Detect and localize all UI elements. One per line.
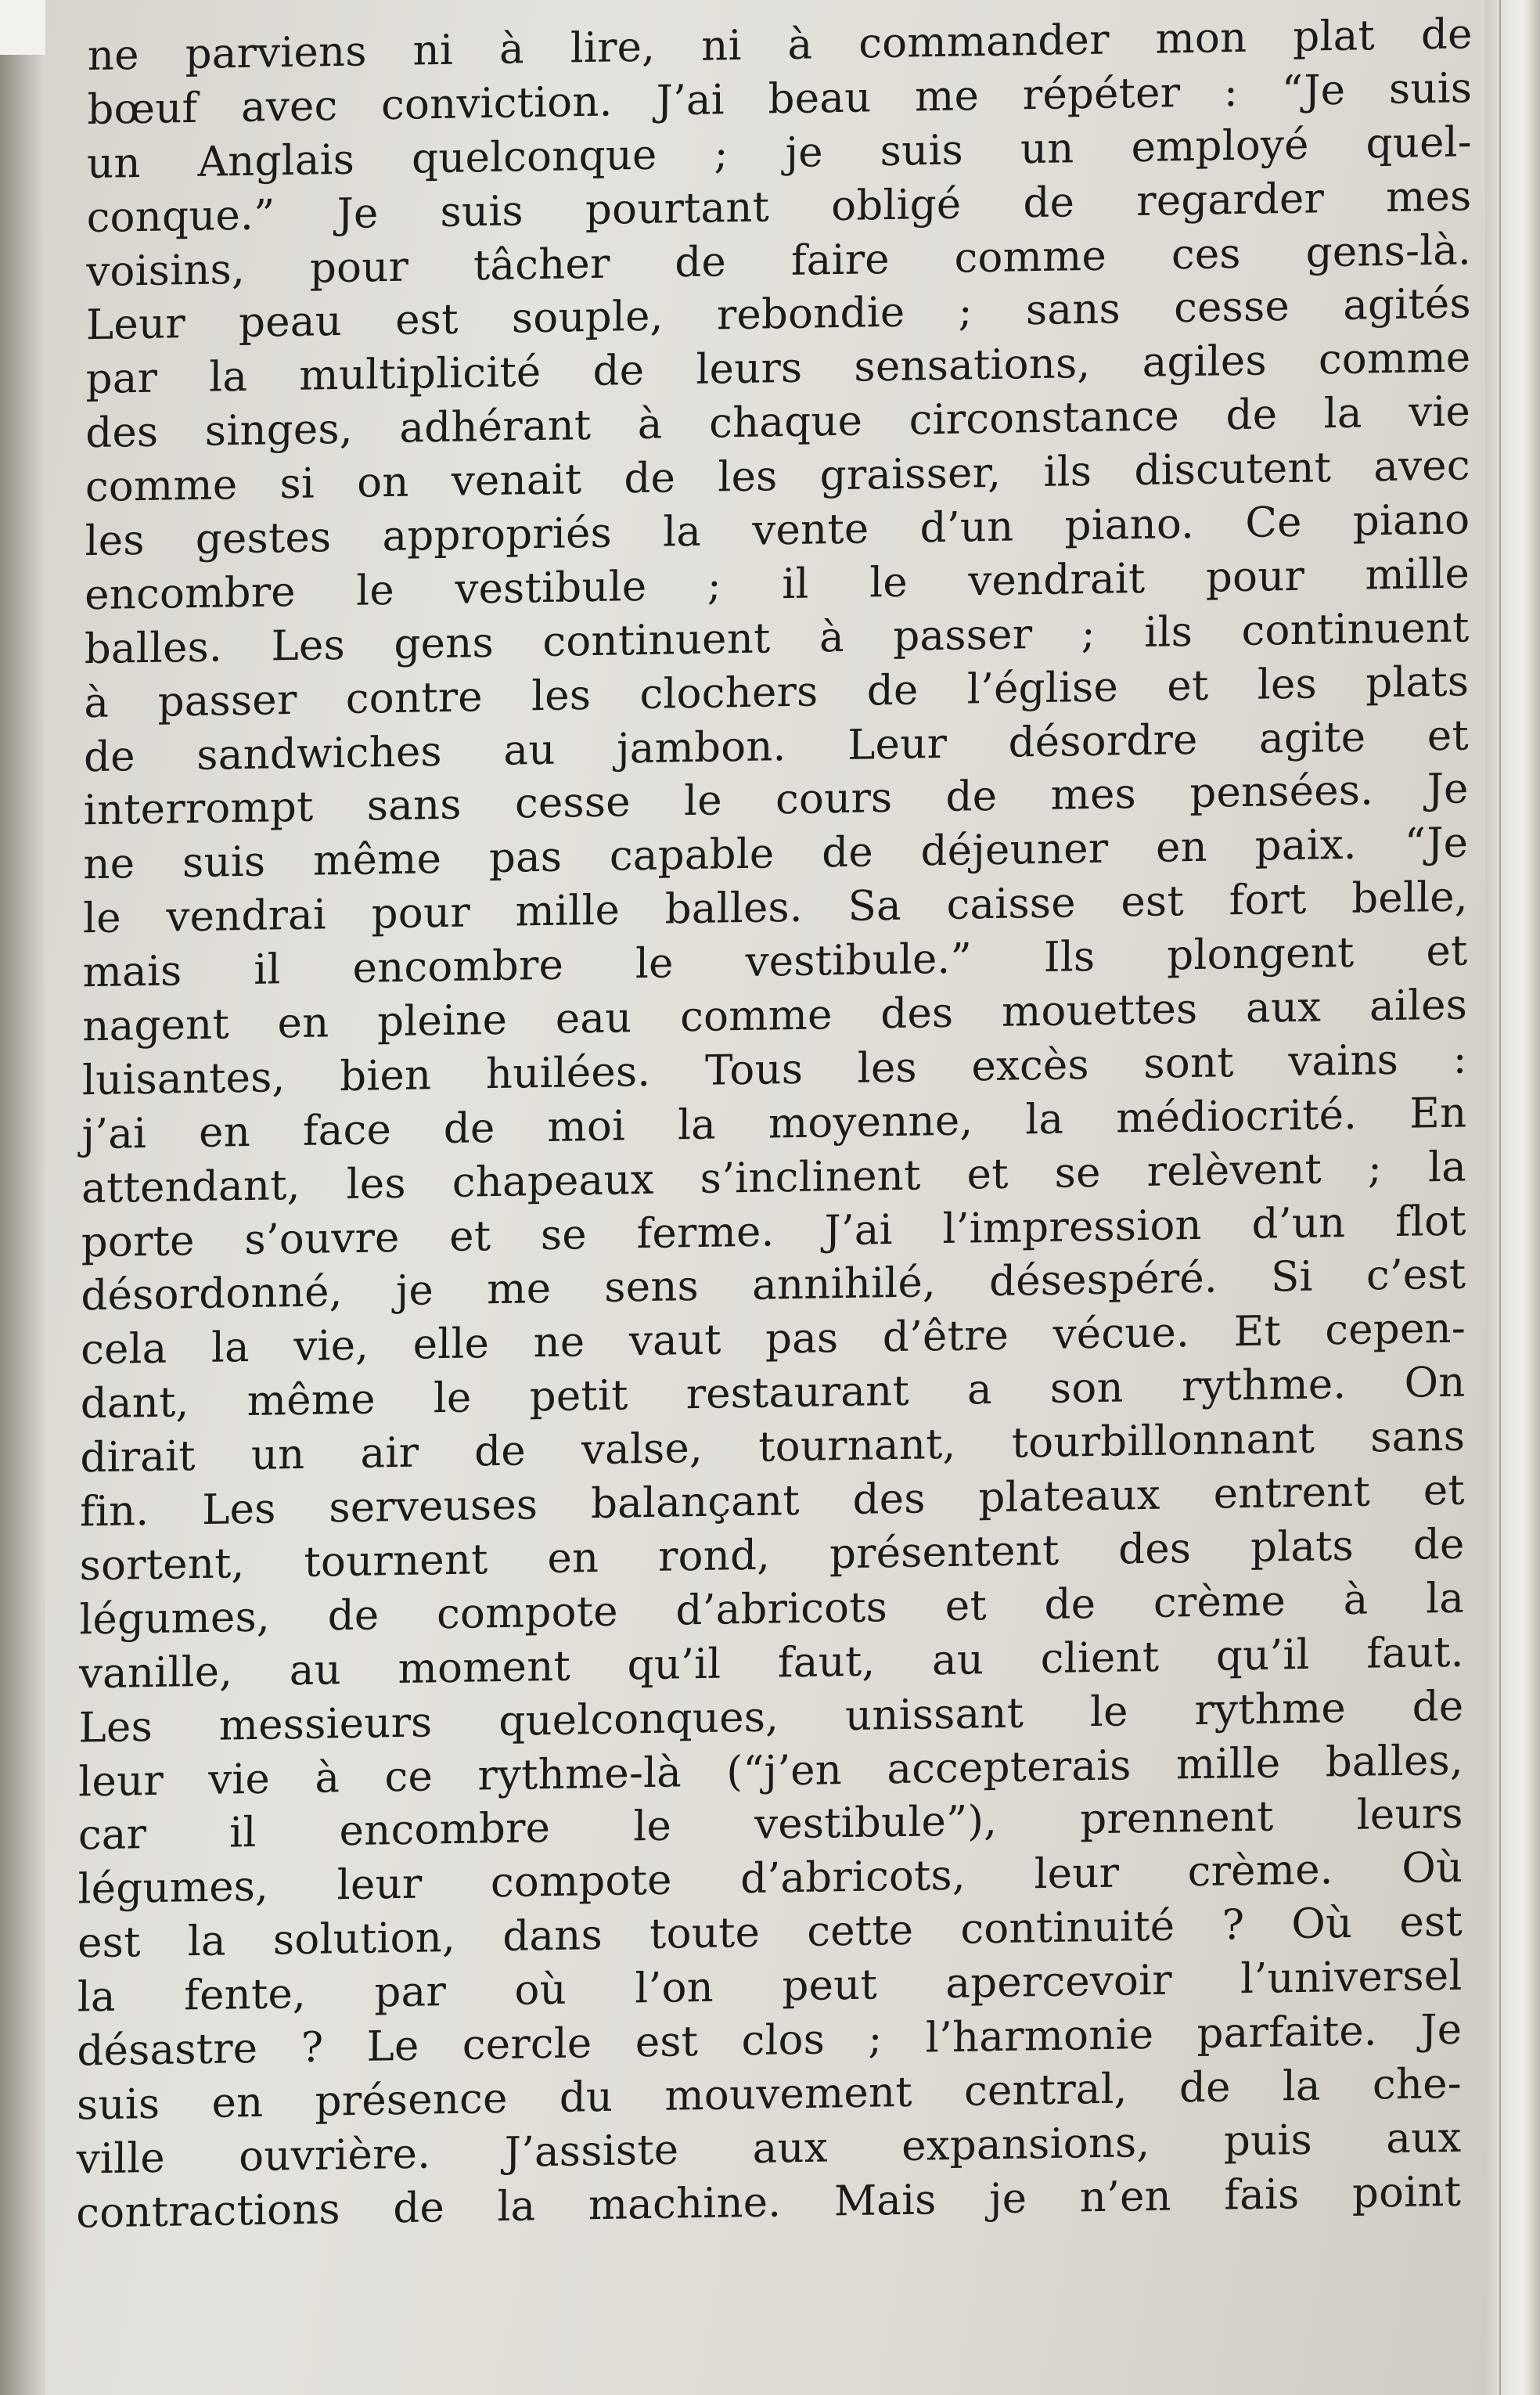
text-line: balles. Les gens continuent à passer ; ils continuent <box>84 603 1470 673</box>
text-line: bœuf avec conviction. J’ai beau me répéter : “Je suis <box>87 64 1473 134</box>
text-line: contractions de la machine. Mais je n’en fais point <box>76 2167 1462 2238</box>
text-line: des singes, adhérant à chaque circonstance de la vie <box>85 387 1471 458</box>
text-line: dirait un air de valse, tournant, tourbillonnant sans <box>80 1412 1466 1482</box>
text-line: interrompt sans cesse le cours de mes pensées. Je <box>83 765 1469 835</box>
text-line: mais il encombre le vestibule.” Ils plongent et <box>82 927 1468 997</box>
text-line: ne suis même pas capable de déjeuner en paix. “Je <box>83 819 1469 889</box>
text-line: sortent, tournent en rond, présentent des plats de <box>79 1520 1465 1590</box>
facing-page-corner <box>0 0 45 55</box>
page-edge-stack <box>1485 0 1540 2395</box>
text-line: à passer contre les clochers de l’église et les plats <box>84 657 1470 727</box>
text-line: Leur peau est souple, rebondie ; sans cesse agités <box>85 279 1471 350</box>
text-line: porte s’ouvre et se ferme. J’ai l’impression d’un flot <box>81 1197 1466 1266</box>
text-line: les gestes appropriés la vente d’un piano. Ce piano <box>85 495 1470 566</box>
text-line: conque.” Je suis pourtant obligé de regarder mes <box>86 171 1472 242</box>
text-line: vanille, au moment qu’il faut, au client qu’il faut. <box>78 1628 1464 1698</box>
text-line: est la solution, dans toute cette continuité ? Où est <box>77 1897 1463 1968</box>
text-line: fin. Les serveuses balançant des plateaux entrent et <box>79 1466 1466 1536</box>
text-line: suis en présence du mouvement central, de la che- <box>76 2059 1463 2130</box>
text-line: le vendrai pour mille balles. Sa caisse est fort belle, <box>82 873 1468 943</box>
text-line: désastre ? Le cercle est clos ; l’harmonie parfaite. Je <box>77 2005 1463 2076</box>
text-line: légumes, leur compote d’abricots, leur crème. Où <box>77 1843 1463 1914</box>
text-line: luisantes, bien huilées. Tous les excès sont vains : <box>81 1035 1467 1105</box>
text-line: encombre le vestibule ; il le vendrait pour mille <box>85 549 1470 620</box>
book-gutter-shadow <box>0 0 45 2395</box>
text-line: dant, même le petit restaurant a son rythme. On <box>80 1358 1466 1428</box>
text-line: ville ouvrière. J’assiste aux expansions, puis aux <box>76 2113 1462 2184</box>
body-text <box>76 8 1473 2241</box>
text-line: ne parviens ni à lire, ni à commander mon plat de <box>87 10 1473 81</box>
text-line: de sandwiches au jambon. Leur désordre agite et <box>83 711 1470 781</box>
text-line: comme si on venait de les graisser, ils discutent avec <box>85 441 1470 512</box>
text-line: attendant, les chapeaux s’inclinent et se relèvent ; la <box>81 1143 1467 1213</box>
text-line: Les messieurs quelconques, unissant le rythme de <box>78 1682 1464 1752</box>
text-line: un Anglais quelconque ; je suis un employé quel- <box>86 118 1473 188</box>
text-line: nagent en pleine eau comme des mouettes aux ailes <box>82 981 1468 1051</box>
text-line: j’ai en face de moi la moyenne, la médiocrité. En <box>81 1089 1467 1159</box>
text-line: voisins, pour tâcher de faire comme ces gens-là. <box>86 225 1472 296</box>
text-line: cela la vie, elle ne vaut pas d’être vécue. Et cepen- <box>81 1304 1466 1374</box>
text-line: légumes, de compote d’abricots et de crème à la <box>79 1574 1465 1644</box>
text-line: car il encombre le vestibule”), prennent leurs <box>77 1790 1463 1860</box>
text-line: leur vie à ce rythme-là (“j’en accepterais mille balles, <box>78 1736 1464 1806</box>
text-line: par la multiplicité de leurs sensations, agiles comme <box>85 333 1471 404</box>
text-line: la fente, par où l’on peut apercevoir l’universel <box>77 1951 1463 2022</box>
text-line: désordonné, je me sens annihilé, désespéré. Si c’est <box>81 1251 1466 1320</box>
